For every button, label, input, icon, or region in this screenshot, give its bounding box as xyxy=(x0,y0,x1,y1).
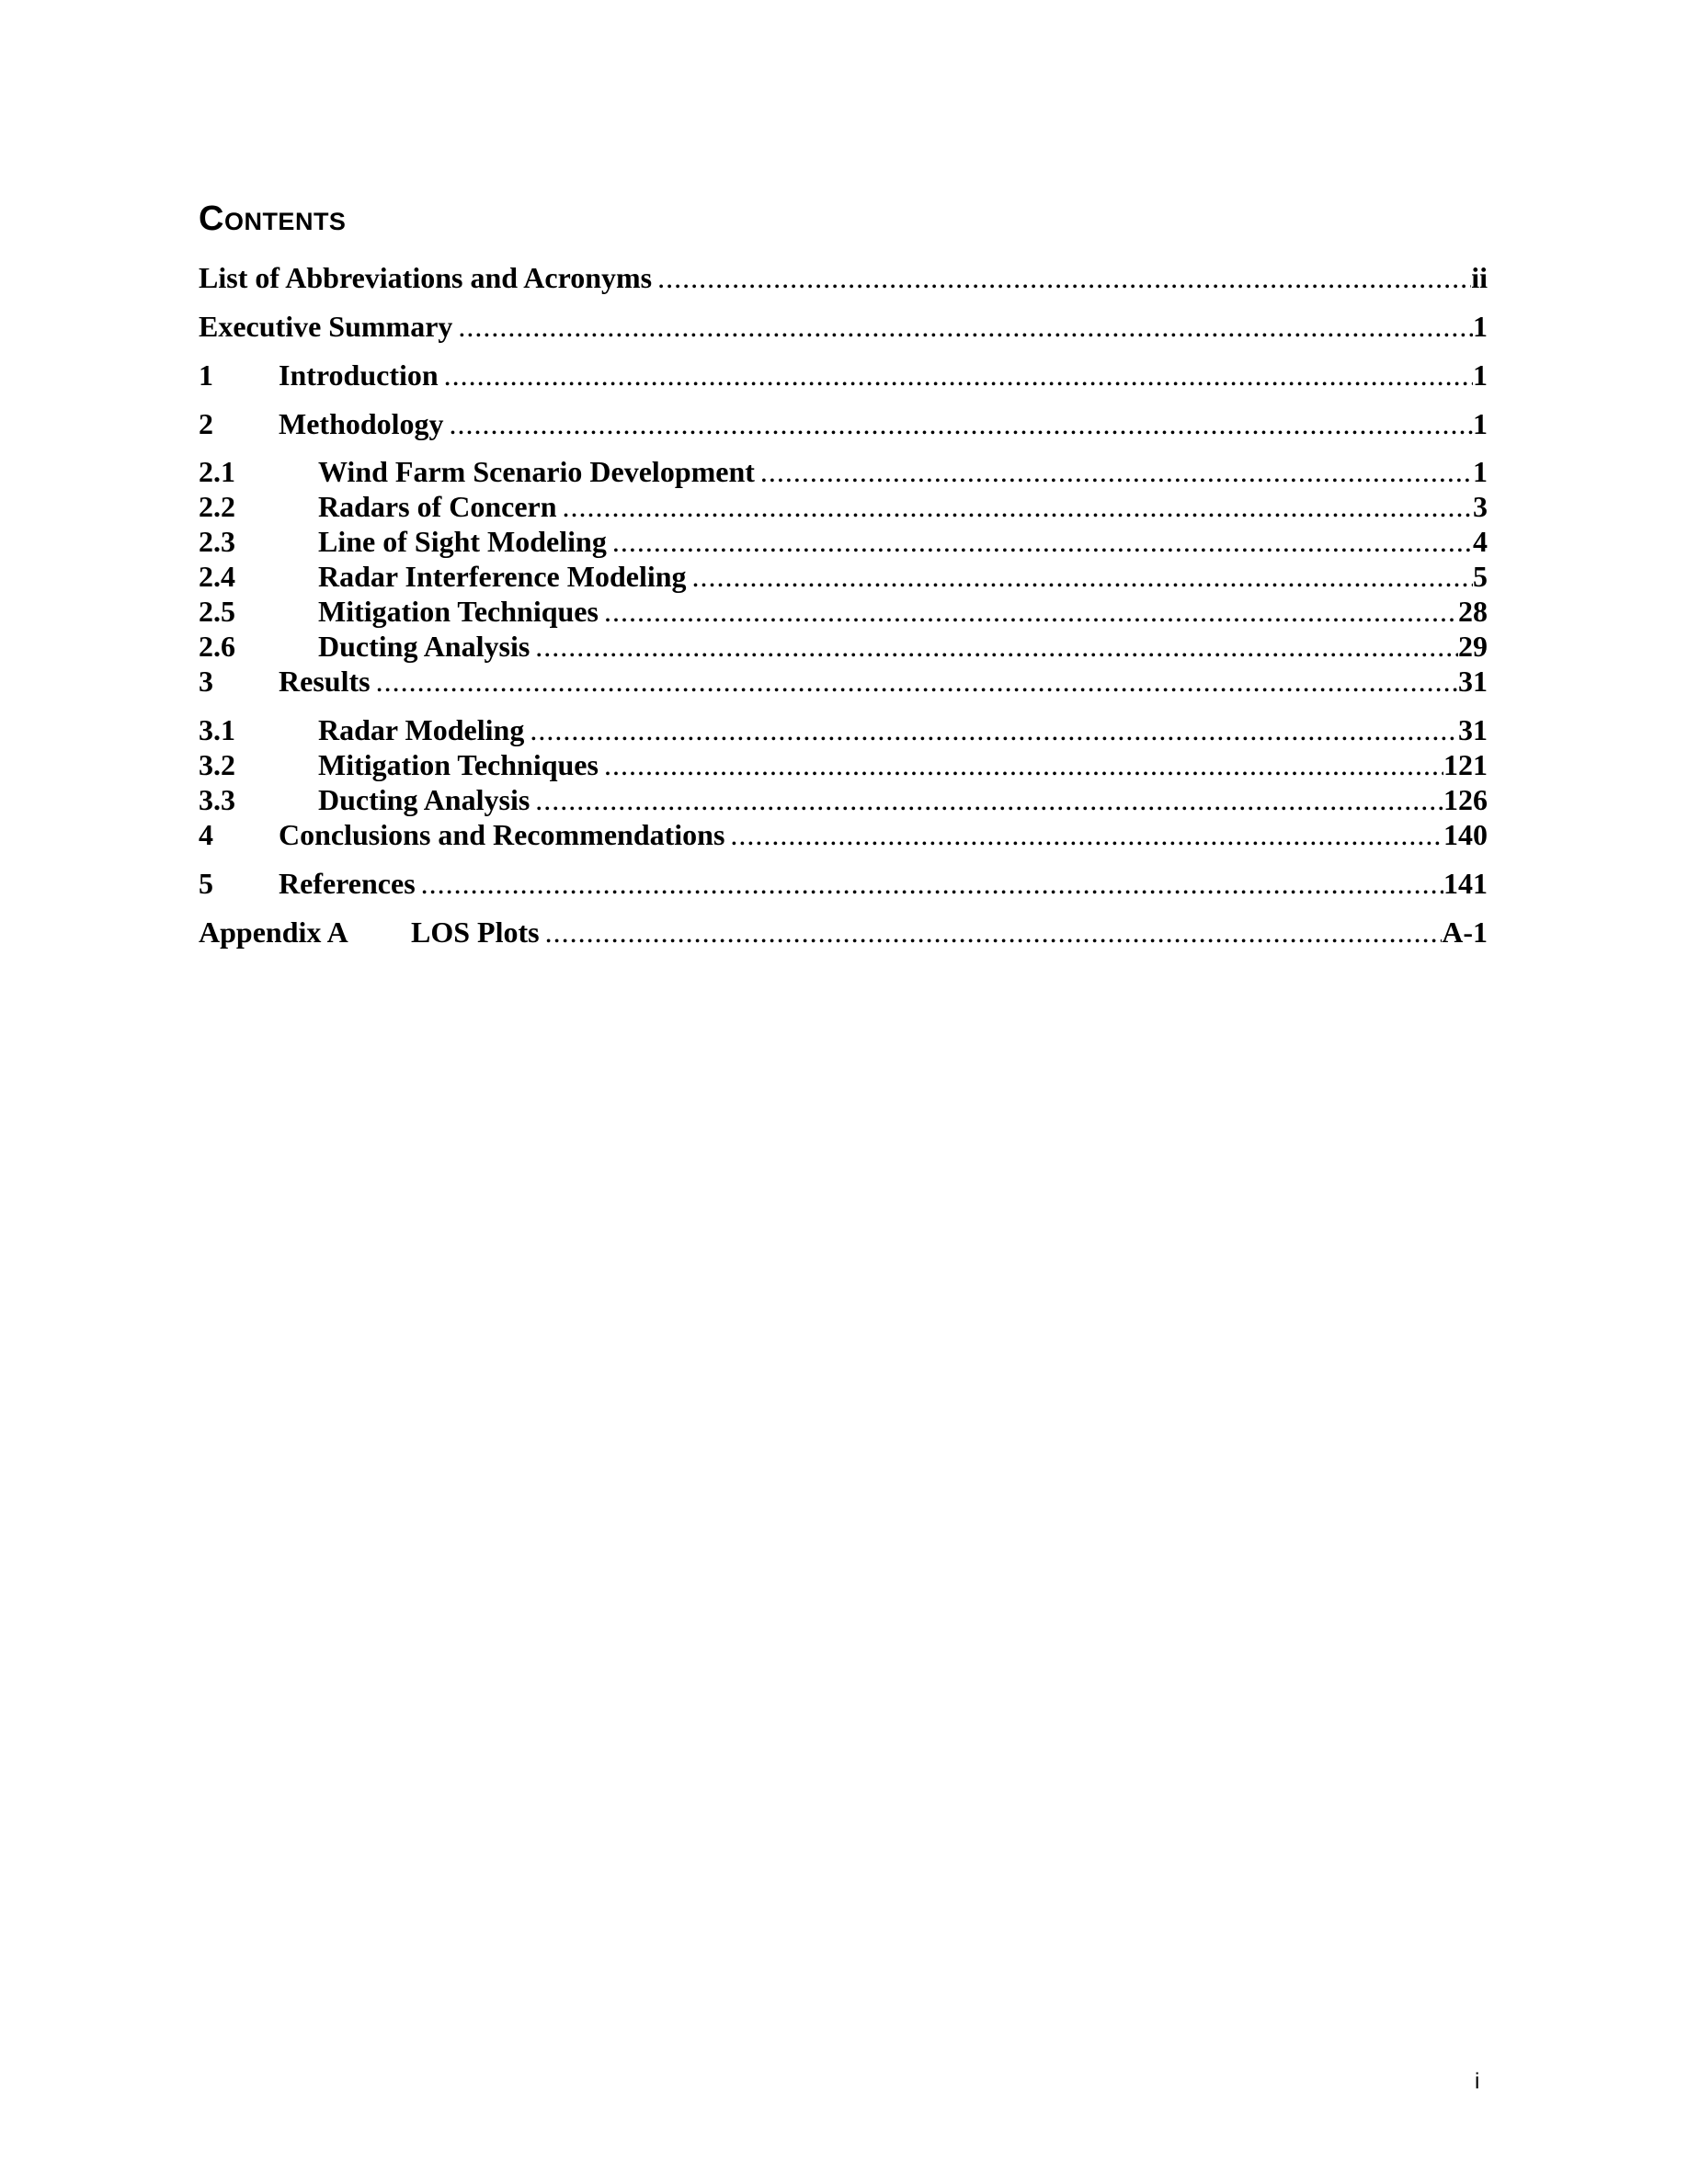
toc-entry-page: 5 xyxy=(1473,560,1488,593)
toc-entry-introduction[interactable] xyxy=(199,358,1488,392)
toc-entry-number: 4 xyxy=(199,818,213,851)
toc-entry-title: Ducting Analysis xyxy=(318,783,530,816)
toc-entry-page: 31 xyxy=(1458,713,1488,746)
toc-entry-page: 1 xyxy=(1473,407,1488,440)
toc-entry-2-4[interactable] xyxy=(199,559,1488,594)
toc-entry-2-3[interactable] xyxy=(199,524,1488,559)
toc-entry-title: List of Abbreviations and Acronyms xyxy=(199,261,653,294)
toc-entry-executive-summary[interactable] xyxy=(199,309,1488,344)
toc-entry-3-1[interactable] xyxy=(199,712,1488,747)
toc-dot-leader xyxy=(416,866,1443,901)
toc-entry-number: 2.6 xyxy=(199,630,235,663)
toc-entry-2-5[interactable] xyxy=(199,594,1488,629)
toc-entry-title: Radar Interference Modeling xyxy=(318,560,687,593)
toc-entry-page: 141 xyxy=(1443,867,1488,900)
toc-dot-leader xyxy=(755,454,1473,489)
toc-entry-abbreviations[interactable] xyxy=(199,260,1488,295)
toc-entry-title: Radars of Concern xyxy=(318,490,557,523)
toc-dot-leader xyxy=(599,594,1458,629)
toc-dot-leader xyxy=(652,260,1471,295)
toc-entry-3-3[interactable] xyxy=(199,782,1488,817)
toc-entry-page: 140 xyxy=(1443,818,1488,851)
toc-entry-page: 1 xyxy=(1473,310,1488,343)
toc-entry-page: 121 xyxy=(1443,748,1488,781)
toc-entry-page: 126 xyxy=(1443,783,1488,816)
toc-entry-appendix-a[interactable] xyxy=(199,915,1488,950)
toc-dot-leader xyxy=(599,747,1443,782)
toc-entry-2-1[interactable] xyxy=(199,454,1488,489)
toc-entry-page: 4 xyxy=(1473,525,1488,558)
toc-entry-number: 3.1 xyxy=(199,713,235,746)
toc-entry-title: Radar Modeling xyxy=(318,713,525,746)
toc-dot-leader xyxy=(452,309,1473,344)
toc-dot-leader xyxy=(607,524,1473,559)
toc-entry-number: 2.1 xyxy=(199,455,235,488)
toc-entry-number: 5 xyxy=(199,867,213,900)
toc-dot-leader xyxy=(439,358,1473,392)
toc-dot-leader xyxy=(524,712,1458,747)
toc-entry-page: A-1 xyxy=(1442,916,1488,949)
toc-entry-title: Conclusions and Recommendations xyxy=(279,818,725,851)
toc-entry-2-6[interactable] xyxy=(199,629,1488,664)
toc-entry-title: LOS Plots xyxy=(411,916,540,949)
toc-dot-leader xyxy=(444,406,1473,441)
toc-entry-methodology[interactable] xyxy=(199,406,1488,441)
toc-dot-leader xyxy=(540,915,1443,950)
toc-entry-title: Wind Farm Scenario Development xyxy=(318,455,755,488)
toc-entry-title: Results xyxy=(279,665,371,698)
toc-entry-title: Mitigation Techniques xyxy=(318,748,599,781)
toc-entry-title: Executive Summary xyxy=(199,310,453,343)
toc-dot-leader xyxy=(530,782,1443,817)
toc-entry-3-2[interactable] xyxy=(199,747,1488,782)
toc-entry-number: 2.3 xyxy=(199,525,235,558)
toc-dot-leader xyxy=(371,664,1458,699)
toc-entry-results[interactable] xyxy=(199,664,1488,699)
toc-entry-title: Methodology xyxy=(279,407,444,440)
toc-entry-page: 3 xyxy=(1473,490,1488,523)
toc-entry-page: 28 xyxy=(1458,595,1488,628)
toc-entry-number: 3.2 xyxy=(199,748,235,781)
toc-entry-page: ii xyxy=(1471,261,1488,294)
toc-entry-title: Introduction xyxy=(279,358,439,392)
toc-entry-number: 2.2 xyxy=(199,490,235,523)
toc-dot-leader xyxy=(687,559,1473,594)
toc-entry-title: Ducting Analysis xyxy=(318,630,530,663)
toc-entry-page: 1 xyxy=(1473,358,1488,392)
toc-entry-title: Mitigation Techniques xyxy=(318,595,599,628)
toc-entry-number: 2.4 xyxy=(199,560,235,593)
toc-dot-leader xyxy=(530,629,1458,664)
toc-entry-number: 2 xyxy=(199,407,213,440)
toc-entry-number: 3.3 xyxy=(199,783,235,816)
toc-entry-2-2[interactable] xyxy=(199,489,1488,524)
toc-entry-references[interactable] xyxy=(199,866,1488,901)
toc-entry-title: Line of Sight Modeling xyxy=(318,525,607,558)
toc-dot-leader xyxy=(724,817,1443,852)
toc-entry-page: 1 xyxy=(1473,455,1488,488)
toc-entry-page: 29 xyxy=(1458,630,1488,663)
toc-entry-number: 3 xyxy=(199,665,213,698)
toc-entry-number: 2.5 xyxy=(199,595,235,628)
toc-entry-number: 1 xyxy=(199,358,213,392)
toc-entry-number: Appendix A xyxy=(199,916,348,949)
toc-entry-title: References xyxy=(279,867,416,900)
contents-heading: Contents xyxy=(199,199,347,238)
toc-entry-page: 31 xyxy=(1458,665,1488,698)
toc-entry-conclusions[interactable] xyxy=(199,817,1488,852)
page-number: i xyxy=(1475,2069,1480,2094)
toc-dot-leader xyxy=(557,489,1473,524)
